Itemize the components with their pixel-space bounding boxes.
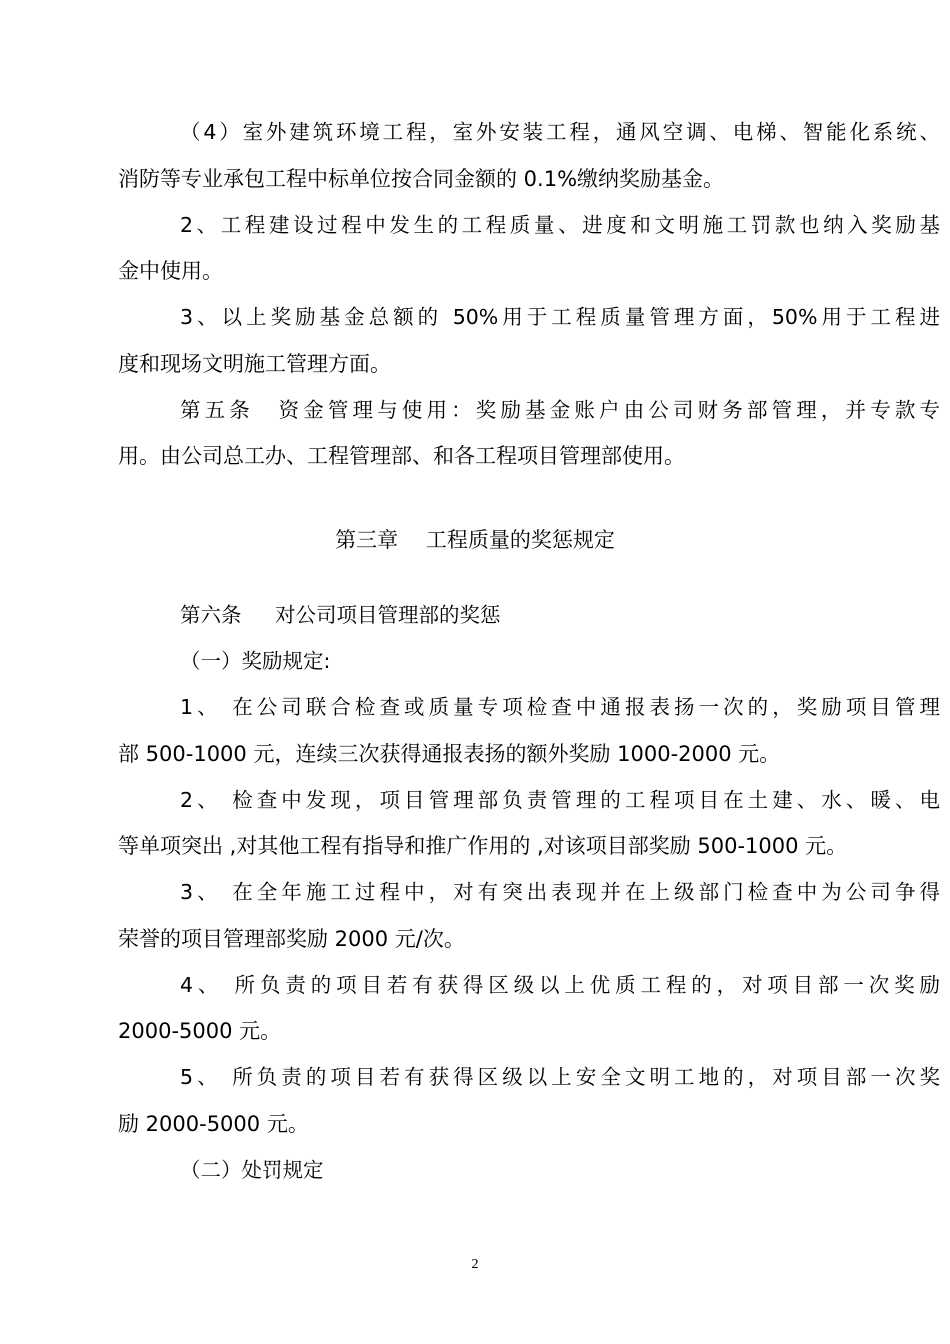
paragraph-line: 2、 检查中发现，项目管理部负责管理的工程项目在土建、水、暖、电 — [180, 788, 940, 812]
paragraph-line: 2000-5000 元。 — [118, 1019, 282, 1043]
paragraph-line: 金中使用。 — [118, 259, 223, 283]
paragraph-line: 3、 在全年施工过程中，对有突出表现并在上级部门检查中为公司争得 — [180, 880, 940, 904]
paragraph-line: 荣誉的项目管理部奖励 2000 元/次。 — [118, 927, 465, 951]
article-heading: 第六条 对公司项目管理部的奖惩 — [180, 603, 501, 627]
section-heading: （二）处罚规定 — [180, 1158, 324, 1182]
section-heading: （一）奖励规定: — [180, 649, 331, 673]
paragraph-line: 励 2000-5000 元。 — [118, 1112, 309, 1136]
paragraph-line: 度和现场文明施工管理方面。 — [118, 352, 391, 376]
page-number: 2 — [471, 1257, 479, 1272]
paragraph-line: 部 500-1000 元，连续三次获得通报表扬的额外奖励 1000-2000 元。 — [118, 742, 781, 766]
paragraph-line: 3、以上奖励基金总额的 50%用于工程质量管理方面，50%用于工程进 — [180, 305, 940, 329]
paragraph-line: 5、 所负责的项目若有获得区级以上安全文明工地的，对项目部一次奖 — [180, 1065, 940, 1089]
paragraph-line: 用。由公司总工办、工程管理部、和各工程项目管理部使用。 — [118, 444, 685, 468]
paragraph-line: 1、 在公司联合检查或质量专项检查中通报表扬一次的，奖励项目管理 — [180, 695, 940, 719]
chapter-heading: 第三章 工程质量的奖惩规定 — [335, 528, 615, 552]
paragraph-line: 第五条 资金管理与使用：奖励基金账户由公司财务部管理，并专款专 — [180, 398, 940, 422]
paragraph-line: 4、 所负责的项目若有获得区级以上优质工程的，对项目部一次奖励 — [180, 973, 940, 997]
paragraph-line: （4）室外建筑环境工程，室外安装工程，通风空调、电梯、智能化系统、 — [180, 120, 940, 144]
paragraph-line: 2、工程建设过程中发生的工程质量、进度和文明施工罚款也纳入奖励基 — [180, 213, 940, 237]
paragraph-line: 消防等专业承包工程中标单位按合同金额的 0.1%缴纳奖励基金。 — [118, 167, 725, 191]
paragraph-line: 等单项突出 ,对其他工程有指导和推广作用的 ,对该项目部奖励 500-1000 元。 — [118, 834, 848, 858]
